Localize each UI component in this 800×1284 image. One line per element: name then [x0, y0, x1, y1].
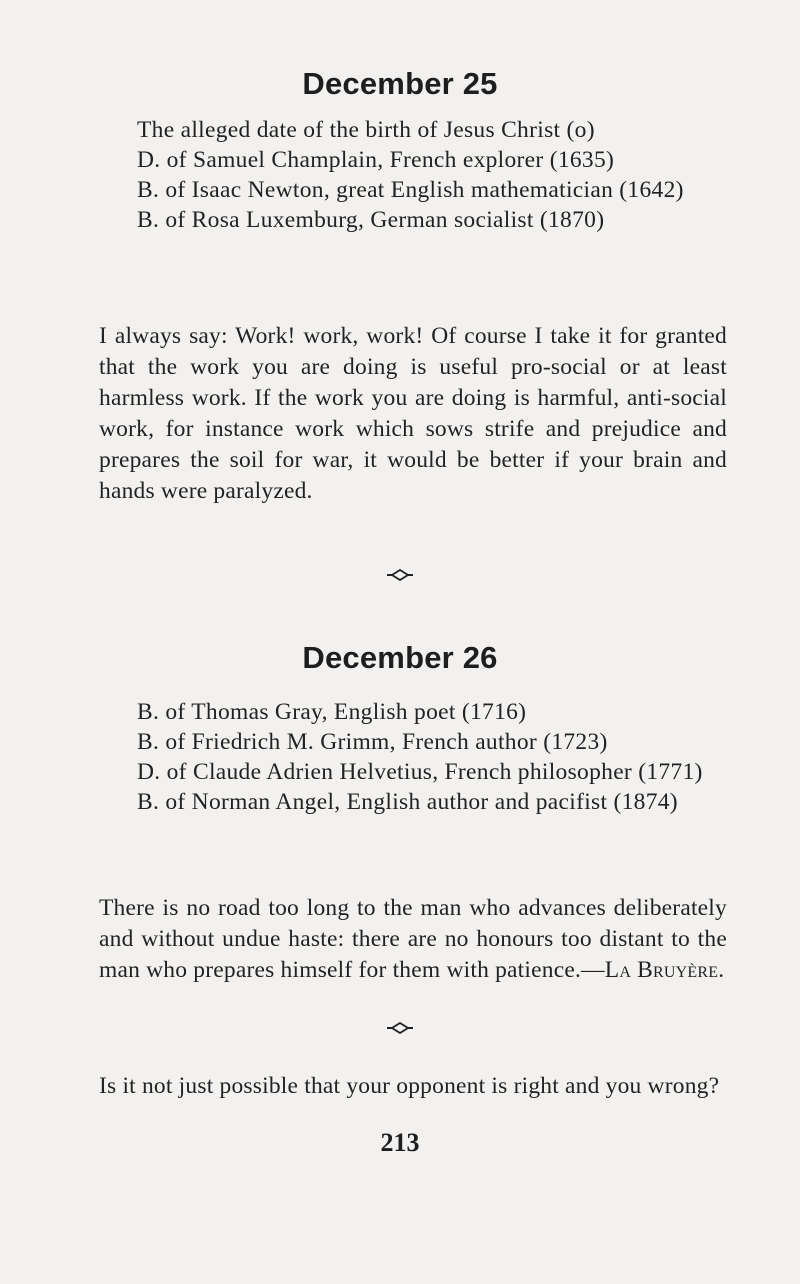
section-heading-dec-26: December 26 [302, 640, 498, 675]
page-number: 213 [380, 1128, 420, 1157]
list-item: D. of Samuel Champlain, French explorer (1635) [137, 147, 615, 173]
diamond-ornament-icon [0, 568, 800, 586]
quote-text: There is no road too long to the man who advances deliberately and without undue haste: there are no honours too distant to the man who prepares himself for them with patience.— [99, 895, 727, 983]
list-item: D. of Claude Adrien Helvetius, French philosopher (1771) [137, 759, 703, 785]
list-item: B. of Friedrich M. Grimm, French author (1723) [137, 729, 608, 755]
quote-dec-26 [99, 893, 727, 986]
list-item: B. of Thomas Gray, English poet (1716) [137, 699, 527, 725]
diamond-ornament-icon [0, 1021, 800, 1039]
quote-dec-25: I always say: Work! work, work! Of course I take it for granted that the work you are doing is useful pro-social or at least harmless work. If the work you are doing is harmful, anti-social work, for instance work which sows strife and prejudice and prepares the soil for war, it would be better if your brain and hands were paralyzed. [99, 323, 727, 504]
list-item: B. of Norman Angel, English author and pacifist (1874) [137, 789, 678, 815]
entry-list-dec-25 [137, 115, 757, 235]
quote-author: La Bruyère. [604, 957, 725, 983]
list-item: B. of Isaac Newton, great English mathematician (1642) [137, 177, 684, 203]
section-heading-dec-25: December 25 [302, 66, 498, 101]
closing-quote: Is it not just possible that your opponent is right and you wrong? [99, 1073, 720, 1099]
list-item: B. of Rosa Luxemburg, German socialist (1870) [137, 207, 605, 233]
list-item: The alleged date of the birth of Jesus Christ (o) [137, 117, 595, 143]
entry-list-dec-26 [137, 697, 757, 817]
